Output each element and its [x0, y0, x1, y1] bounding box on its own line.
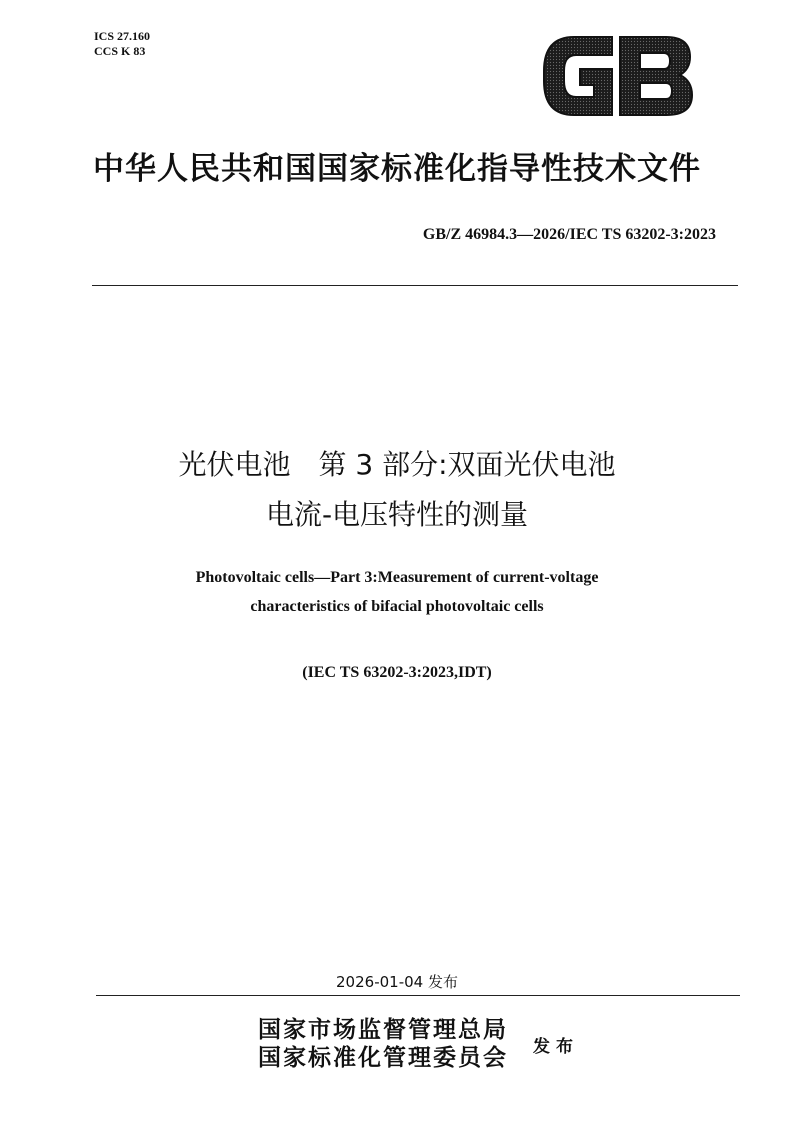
title-chinese-line-1: 光伏电池 第 3 部分:双面光伏电池: [178, 448, 616, 481]
publish-label: 发布: [533, 1037, 579, 1057]
footer-divider: [96, 995, 740, 996]
equivalence-note: (IEC TS 63202-3:2023,IDT): [302, 664, 492, 681]
standard-number: GB/Z 46984.3—2026/IEC TS 63202-3:2023: [422, 226, 716, 243]
title-english: [0, 563, 794, 621]
issuer-2: 国家标准化管理委员会: [258, 1044, 508, 1071]
title-chinese: [0, 440, 794, 540]
ics-code: ICS 27.160: [94, 29, 151, 43]
gb-logo-icon: [540, 31, 696, 121]
document-type-title: 中华人民共和国国家标准化指导性技术文件: [93, 151, 701, 187]
title-chinese-line-2: 电流-电压特性的测量: [265, 498, 529, 531]
classification-codes: [94, 29, 150, 59]
issuer-1: 国家市场监督管理总局: [258, 1016, 508, 1043]
gb-logo: [540, 31, 696, 121]
ccs-code: CCS K 83: [94, 44, 146, 58]
title-english-line-2: characteristics of bifacial photovoltaic cells: [250, 598, 544, 615]
issue-date: 2026-01-04 发布: [336, 973, 458, 991]
title-english-line-1: Photovoltaic cells—Part 3:Measurement of current-voltage: [195, 569, 599, 586]
header-divider: [92, 285, 738, 286]
logo-text: GB: [540, 31, 542, 32]
issuing-authorities: [258, 1016, 508, 1072]
